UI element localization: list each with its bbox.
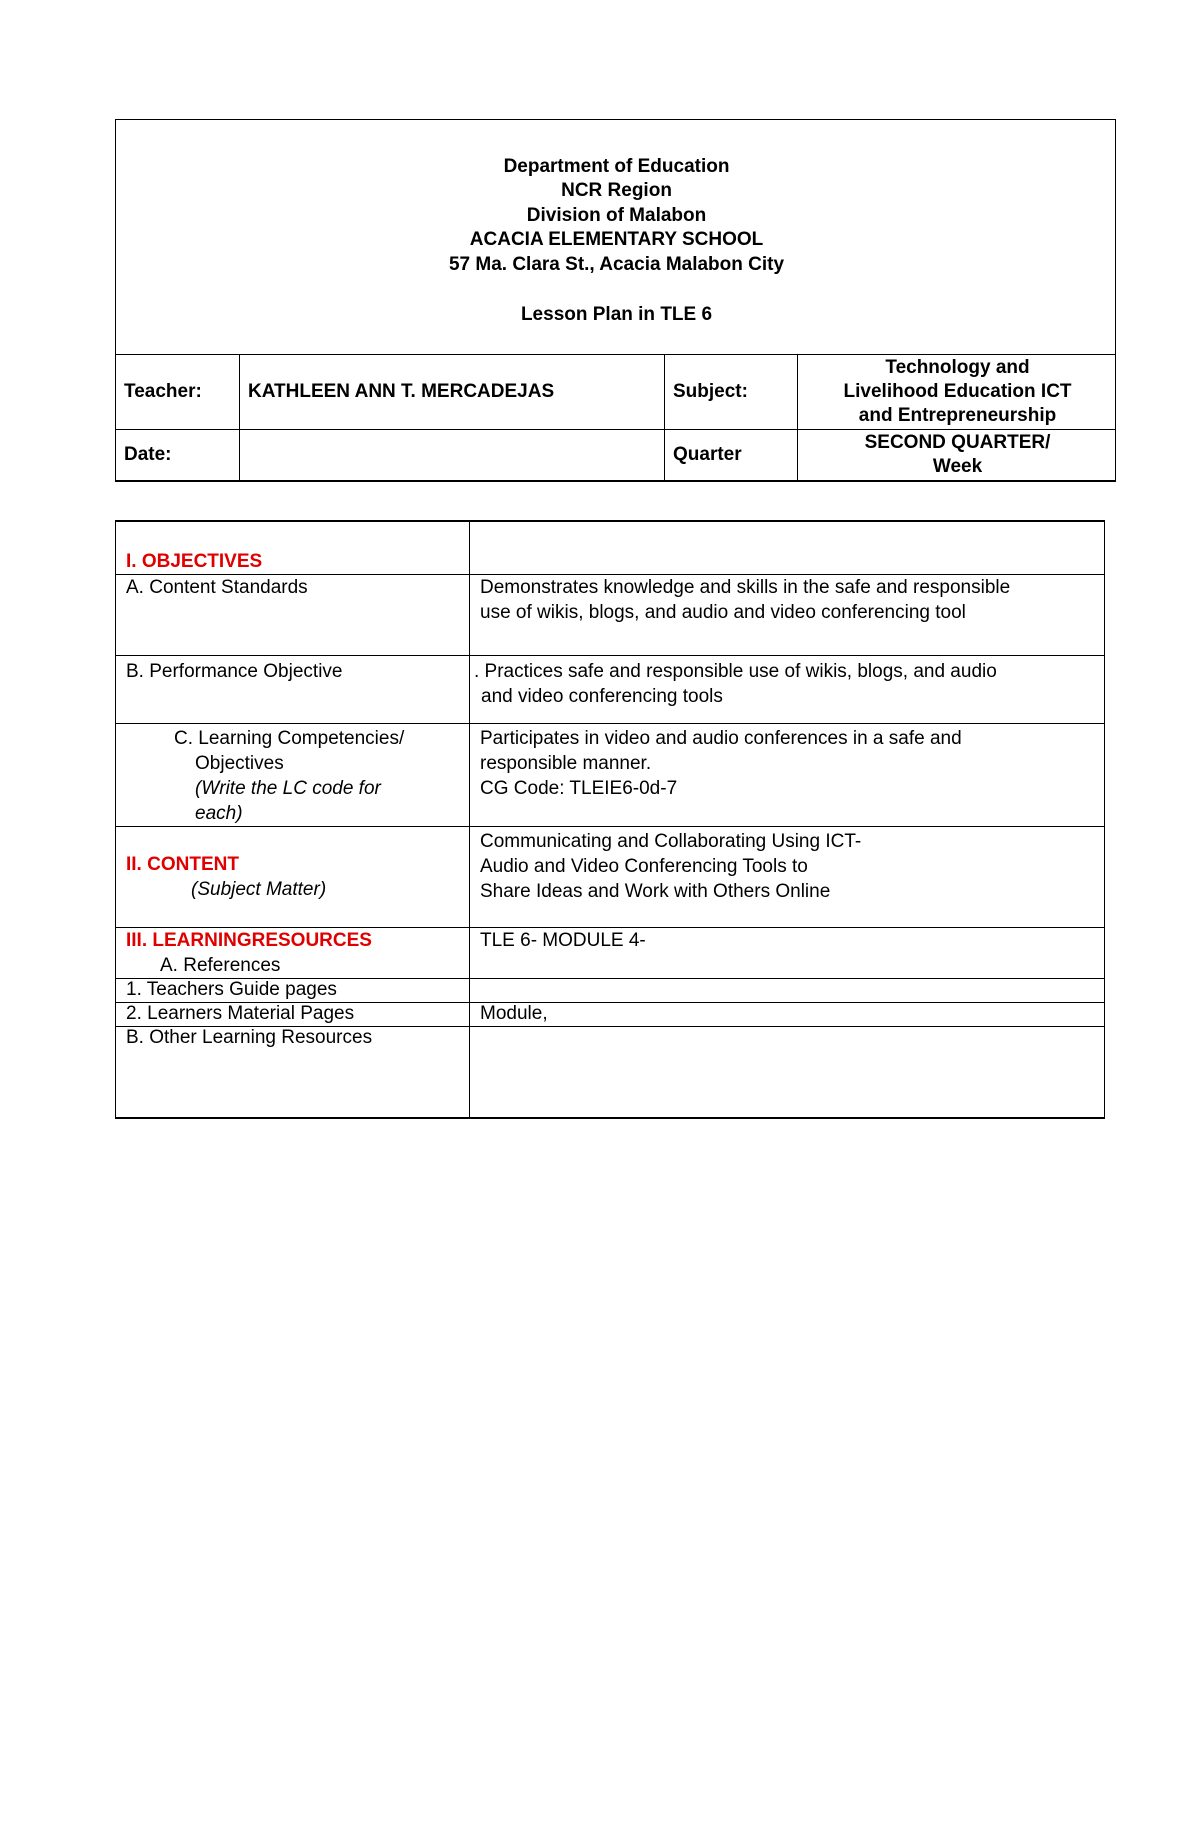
content-heading: II. CONTENT	[126, 853, 239, 875]
other-resources-value	[470, 1026, 1105, 1118]
header-line-division: Division of Malabon	[526, 204, 707, 226]
resources-heading-cell	[116, 927, 470, 978]
competencies-note-line: (Write the LC code for	[195, 777, 381, 799]
objectives-heading: I. OBJECTIVES	[126, 550, 263, 572]
teacher-label: Teacher:	[116, 355, 240, 430]
competencies-label-line: C. Learning Competencies/	[174, 727, 405, 749]
subject-value	[798, 355, 1116, 430]
subject-line: Livelihood Education ICT	[843, 381, 1072, 402]
content-heading-cell	[116, 826, 470, 927]
competencies-label-cell	[116, 723, 470, 826]
header-table	[115, 119, 1116, 482]
teacher-value: KATHLEEN ANN T. MERCADEJAS	[240, 355, 665, 430]
lesson-table	[115, 520, 1105, 1119]
content-standards-label: A. Content Standards	[116, 574, 470, 655]
performance-objective-label: B. Performance Objective	[116, 655, 470, 723]
competencies-label-line: Objectives	[195, 752, 284, 774]
header-line-address: 57 Ma. Clara St., Acacia Malabon City	[448, 253, 785, 275]
content-standards-line: use of wikis, blogs, and audio and video conferencing tool	[480, 601, 966, 623]
subject-line: and Entrepreneurship	[858, 405, 1057, 426]
performance-line: and video conferencing tools	[481, 685, 723, 707]
content-line: Communicating and Collaborating Using ICT-	[480, 830, 862, 852]
header-spacer	[124, 277, 1109, 303]
performance-objective-value	[470, 655, 1105, 723]
subject-line: Technology and	[885, 357, 1030, 378]
date-value	[240, 430, 665, 482]
objectives-blank-cell	[470, 521, 1105, 574]
content-value	[470, 826, 1105, 927]
subject-label: Subject:	[665, 355, 798, 430]
lesson-plan-title: Lesson Plan in TLE 6	[520, 304, 713, 325]
references-value: TLE 6- MODULE 4-	[470, 927, 1105, 978]
school-header	[116, 120, 1116, 355]
learners-material-value: Module,	[470, 1002, 1105, 1026]
quarter-line: Week	[932, 456, 983, 477]
quarter-value	[798, 430, 1116, 482]
competencies-line: responsible manner.	[480, 752, 652, 774]
content-standards-line: Demonstrates knowledge and skills in the safe and responsible	[480, 576, 1011, 598]
resources-heading: III. LEARNINGRESOURCES	[126, 929, 372, 951]
competencies-value	[470, 723, 1105, 826]
content-line: Audio and Video Conferencing Tools to	[480, 855, 808, 877]
teachers-guide-value	[470, 978, 1105, 1002]
competencies-note-line: each)	[195, 802, 243, 824]
learners-material-label: 2. Learners Material Pages	[116, 1002, 470, 1026]
objectives-heading-cell	[116, 521, 470, 574]
content-note: (Subject Matter)	[191, 878, 327, 900]
competencies-line: Participates in video and audio conferences in a safe and	[480, 727, 962, 749]
header-line-region: NCR Region	[561, 180, 672, 201]
header-line-school: ACACIA ELEMENTARY SCHOOL	[469, 229, 764, 250]
teachers-guide-label: 1. Teachers Guide pages	[116, 978, 470, 1002]
quarter-line: SECOND QUARTER/	[864, 432, 1051, 453]
performance-line: . Practices safe and responsible use of wikis, blogs, and audio	[474, 660, 997, 682]
content-line: Share Ideas and Work with Others Online	[480, 880, 831, 902]
header-line-department: Department of Education	[503, 155, 730, 177]
references-label: A. References	[160, 954, 281, 976]
other-resources-label: B. Other Learning Resources	[116, 1026, 470, 1118]
content-standards-value	[470, 574, 1105, 655]
date-label: Date:	[116, 430, 240, 482]
quarter-label: Quarter	[665, 430, 798, 482]
competencies-line: CG Code: TLEIE6-0d-7	[480, 777, 678, 799]
